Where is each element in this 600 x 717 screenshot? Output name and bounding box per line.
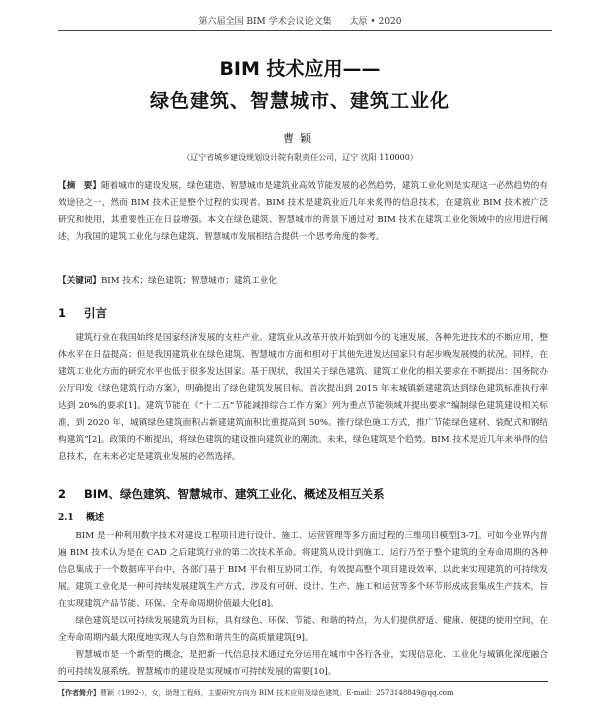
paragraph-bim: BIM 是一种利用数字技术对建设工程项目进行设计、施工、运营管理等多方面过程的三维项目模型[3-7]。可如今业界内普遍 BIM 技术认为是在 CAD 之后建筑行业的第二次技术革命。将建筑从设计到施工、运行乃至于整个建筑的全寿命周期的各种信息集成于一个数据库平台中，各部门基于 BIM 平台相互协同工作，有效提高整个项目建设效率，以此来实现建筑的可持续发展。	[58, 531, 548, 592]
subsection-number: 2.1	[58, 513, 74, 523]
subsection-heading-2-1	[58, 510, 104, 523]
abstract	[58, 178, 548, 246]
section-title: BIM、绿色建筑、智慧城市、建筑工业化、概述及相互关系	[84, 487, 385, 501]
subsection-title: 概述	[86, 513, 105, 523]
author-footnote	[58, 688, 548, 698]
paragraph-smart-city: 智慧城市是一个新型的概念，是把新一代信息技术通过充分运用在城市中各行各业，实现信息化、工业化与城镇化深度融合的可持续发展系统。智慧城市的建设是实现城市可持续发展的需要[10]。	[58, 650, 548, 677]
paragraph-intro: 建筑行业在我国始终是国家经济发展的支柱产业。建筑业从改革开放开始到如今的飞速发展，各种先进技术的不断应用，整体水平在日益提高；但是我国建筑业在绿色建筑、智慧城市方面和相对于其他先进发达国家只有起步晚发展慢的状况。同样，在建筑工业化方面的研究水平也低于很多发达国家。基于现状，我国关于绿色建筑、建筑工业化的相关要求在不断提出：国务院办公厅印发《绿色建筑行动方案》，明确提出了绿色建筑发展目标。首次提出到 2015 年末城镇新建建筑达到绿色建筑标准执行率达到 20%的要求[1]。建筑节能在《“十二五”节能减排综合工作方案》列为重点节能领域并提出要求“编制绿色建筑建设相关标准，到 2020 年，城镇绿色建筑面积占新建建筑面积比重提高到 50%。推行绿色施工方式，推广节能绿色建材、装配式和钢结构建筑”[2]。政策的不断提出，将绿色建筑的建设推向建筑业的潮流。未来，绿色建筑是个趋势。BIM 技术是近几年来举得的信息技术，在未来必定是建筑业发展的必然选择。	[58, 333, 548, 462]
section-heading-1	[58, 305, 107, 321]
author-affiliation: （辽宁省城乡建设规划设计院有限责任公司，辽宁 沈阳 110000）	[182, 153, 418, 162]
paper-title-line2: 绿色建筑、智慧城市、建筑工业化	[149, 90, 450, 112]
paragraph-industrialization: 建筑工业化是一种可持续发展建筑生产方式，涉及有可研、设计、生产、施工和运营等多个环节形成成套集成生产技术，旨在实现建筑产品节能、环保、全寿命周期价值最大化[8]。	[58, 582, 548, 609]
paragraph-green-building: 绿色建筑是以可持续发展建筑为目标，具有绿色、环保、节能、和谐的特点，为人们提供舒适、健康、便捷的使用空间，在全寿命周期内最大限度地实现人与自然和谐共生的高质量建筑[9]。	[58, 616, 548, 643]
section-number: 1	[58, 306, 67, 320]
footnote-text: 曹颖（1992-），女，助理工程师，主要研究方向为 BIM 技术应用及绿色建筑。E-mail：2573148849@qq.com	[100, 689, 454, 697]
keywords	[58, 274, 548, 286]
paper-title-line1: BIM 技术应用——	[219, 58, 381, 80]
abstract-label: 【摘 要】	[58, 181, 101, 191]
footnote-label: 【作者简介】	[58, 688, 100, 697]
keywords-text: BIM 技术；绿色建筑；智慧城市；建筑工业化	[100, 276, 277, 286]
abstract-text: 随着城市的建设发展，绿色建造、智慧城市是建筑业高效节能发展的必然趋势，建筑工业化则是实现这一必然趋势的有效途径之一，然而 BIM 技术正是整个过程的实现者。BIM 技术是建筑业近几年来炙得的信息技术，在建筑业 BIM 技术被广泛研究和使用，其重要性正在日益增强。本文在绿色建筑、智慧城市的背景下通过对 BIM 技术在建筑工业化领域中的应用进行阐述，为我国的建筑工业化与绿色建筑、智慧城市发展相结合提供一个思考角度的参考。	[58, 181, 548, 242]
footnote-rule	[58, 681, 548, 682]
section-number: 2	[58, 487, 67, 501]
keywords-label: 【关键词】	[58, 276, 101, 286]
author-name: 曹颖	[283, 132, 317, 145]
running-header: 第六届全国 BIM 学术会议论文集 太原 • 2020	[198, 17, 402, 27]
header-rule	[58, 30, 552, 31]
section-heading-2	[58, 486, 385, 502]
section-title: 引言	[84, 306, 107, 320]
